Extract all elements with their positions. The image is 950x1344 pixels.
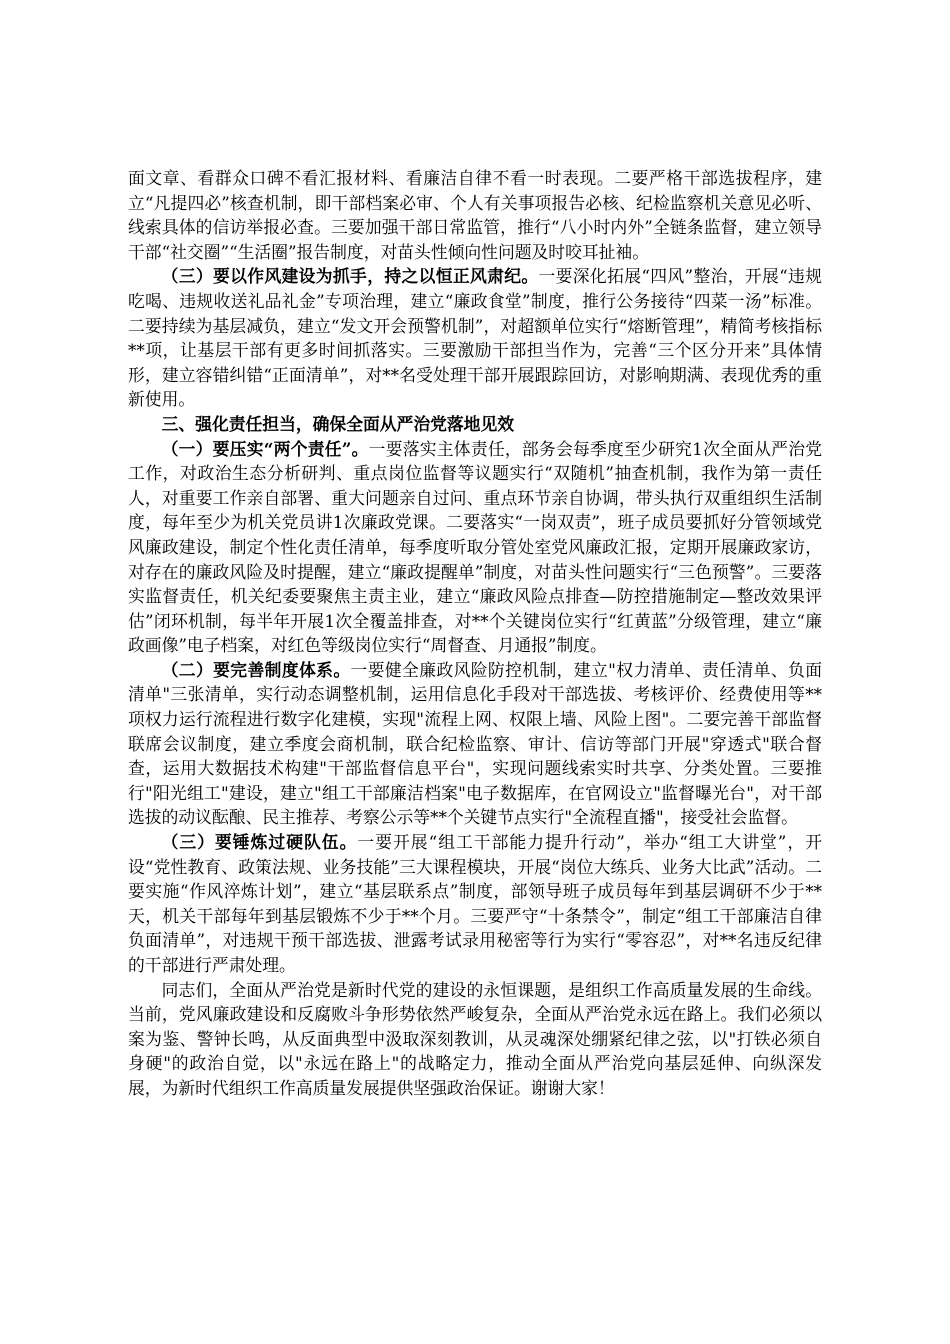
chapter-heading-responsibility: 三、强化责任担当，确保全面从严治党落地见效 [161,413,515,434]
paragraph-work-style [128,264,822,412]
paragraph-body: 一要落实主体责任，部务会每季度至少研究1次全面从严治党工作，对政治生态分析研判、重点岗位监督等议题实行“双随机”抽查机制，我作为第一责任人，对重要工作亲自部署、重大问题亲自过问、重点环节亲自协调，带头执行双重组织生活制度，每年至少为机关党员讲1次廉政党课。二要落实“一岗双责”，班子成员要抓好分管领域党风廉政建设，制定个性化责任清单，每季度听取分管处室党风廉政汇报，定期开展廉政家访，对存在的廉政风险及时提醒，建立“廉政提醒单”制度，对苗头性问题实行“三色预警”。三要落实监督责任，机关纪委要聚焦主责主业，建立“廉政风险点排查—防控措施制定—整改效果评估”闭环机制，每半年开展1次全覆盖排查，对**个关键岗位实行“红黄蓝”分级管理，建立“廉政画像”电子档案，对红色等级岗位实行“周督查、月通报”制度。 [128,438,822,656]
paragraph-two-responsibilities [128,437,822,658]
paragraph-body: 一要开展“组工干部能力提升行动”，举办“组工大讲堂”，开设“党性教育、政策法规、业务技能”三大课程模块，开展“岗位大练兵、业务大比武”活动。二要实施“作风淬炼计划”，建立“基层联系点”制度，部领导班子成员每年到基层调研不少于**天，机关干部每年到基层锻炼不少于**个月。三要严守“十条禁令”，制定“组工干部廉洁自律负面清单”，对违规干预干部选拔、泄露考试录用秘密等行为实行“零容忍”，对**名违反纪律的干部进行严肃处理。 [128,832,822,975]
document-page [128,166,822,1101]
paragraph-closing-remarks: 同志们，全面从严治党是新时代党的建设的永恒课题，是组织工作高质量发展的生命线。当前，党风廉政建设和反腐败斗争形势依然严峻复杂，全面从严治党永远在路上。我们必须以案为鉴、警钟长鸣，从反面典型中汲取深刻教训，从灵魂深处绷紧纪律之弦，以"打铁必须自身硬"的政治自觉，以"永远在路上"的战略定力，推动全面从严治党向基层延伸、向纵深发展，为新时代组织工作高质量发展提供坚强政治保证。谢谢大家！ [128,979,822,1098]
paragraph-institutional-system [128,658,822,830]
paragraph-body: 一要健全廉政风险防控机制，建立"权力清单、责任清单、负面清单"三张清单，实行动态调整机制，运用信息化手段对干部选拔、考核评价、经费使用等**项权力运行流程进行数字化建模，实现"流程上网、权限上墙、风险上图"。二要完善干部监督联席会议制度，建立季度会商机制，联合纪检监察、审计、信访等部门开展"穿透式"联合督查，运用大数据技术构建"干部监督信息平台"，实现问题线索实时共享、分类处置。三要推行"阳光组工"建设，建立"组工干部廉洁档案"电子数据库，在官网设立"监督曝光台"，对干部选拔的动议酝酿、民主推荐、考察公示等**个关键节点实行"全流程直播"，接受社会监督。 [128,659,822,828]
section-heading-team-building: （三）要锤炼过硬队伍。 [161,832,358,853]
paragraph-cadre-selection: 面文章、看群众口碑不看汇报材料、看廉洁自律不看一时表现。二要严格干部选拔程序，建立“凡提四必”核查机制，即干部档案必审、个人有关事项报告必核、纪检监察机关意见必听、线索具体的信访举报必查。三要加强干部日常监管，推行“八小时内外”全链条监督，建立领导干部“社交圈”“生活圈”报告制度，对苗头性倾向性问题及时咬耳扯袖。 [128,168,822,262]
section-heading-institutional-system: （二）要完善制度体系。 [161,659,351,680]
section-heading-work-style: （三）要以作风建设为抓手，持之以恒正风肃纪。 [161,266,539,287]
section-heading-two-responsibilities: （一）要压实“两个责任”。 [161,438,369,459]
paragraph-body: 一要深化拓展“四风”整治，开展“违规吃喝、违规收送礼品礼金”专项治理，建立“廉政食堂”制度，推行公务接待“四菜一汤”标准。二要持续为基层减负，建立“发文开会预警机制”，对超额单位实行“熔断管理”，精简考核指标**项，让基层干部有更多时间抓落实。三要激励干部担当作为，完善“三个区分开来”具体情形，建立容错纠错“正面清单”，对**名受处理干部开展跟踪回访，对影响期满、表现优秀的重新使用。 [128,266,822,410]
paragraph-team-building [128,830,822,978]
